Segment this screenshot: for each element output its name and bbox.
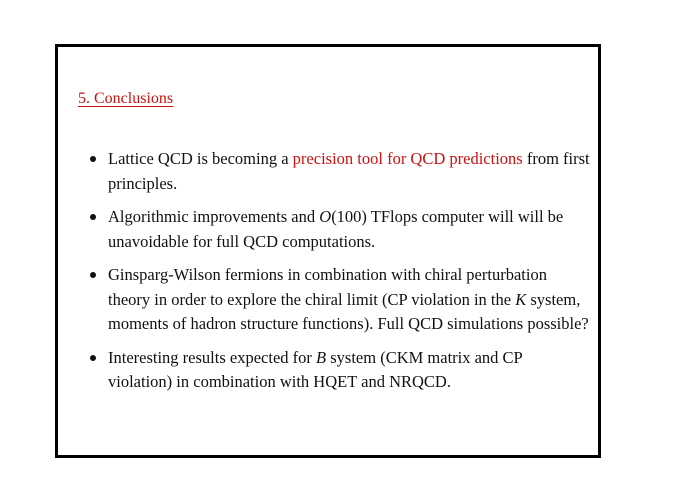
bullet-2-math: O [319, 207, 332, 226]
bullet-3-math: K [515, 289, 527, 309]
bullet-1-text-end: from first principles. [108, 149, 590, 193]
bullet-item-3 [90, 263, 590, 337]
bullet-3-text: Ginsparg-Wilson fermions in combination with chiral perturbation theory in order to explore the chiral limit (CP violation in the [108, 265, 547, 309]
bullet-4-text-end: system (CKM matrix and CP violation) in combination with HQET and NRQCD. [108, 347, 523, 391]
bullet-2-text-end: (100) TFlops computer will will be unavoidable for full QCD computations. [108, 207, 564, 251]
bullet-3-text-end: system, moments of hadron structure functions). Full QCD simulations possible? [108, 289, 589, 333]
bullet-2-text: Algorithmic improvements and [108, 207, 320, 226]
bullet-1-text: Lattice QCD is becoming a [108, 149, 293, 168]
bullet-dot-icon [90, 272, 96, 278]
bullet-1-highlight: precision tool for QCD predictions [292, 149, 523, 168]
bullet-dot-icon [90, 214, 96, 220]
slide-frame [55, 44, 601, 458]
bullet-list [90, 147, 590, 404]
bullet-4-text: Interesting results expected for [108, 347, 317, 367]
bullet-item-1 [90, 147, 590, 196]
bullet-dot-icon [90, 156, 96, 162]
bullet-item-4 [90, 346, 590, 395]
bullet-dot-icon [90, 355, 96, 361]
bullet-4-math: B [316, 347, 327, 367]
bullet-item-2 [90, 205, 590, 254]
section-title: 5. Conclusions [78, 90, 174, 107]
